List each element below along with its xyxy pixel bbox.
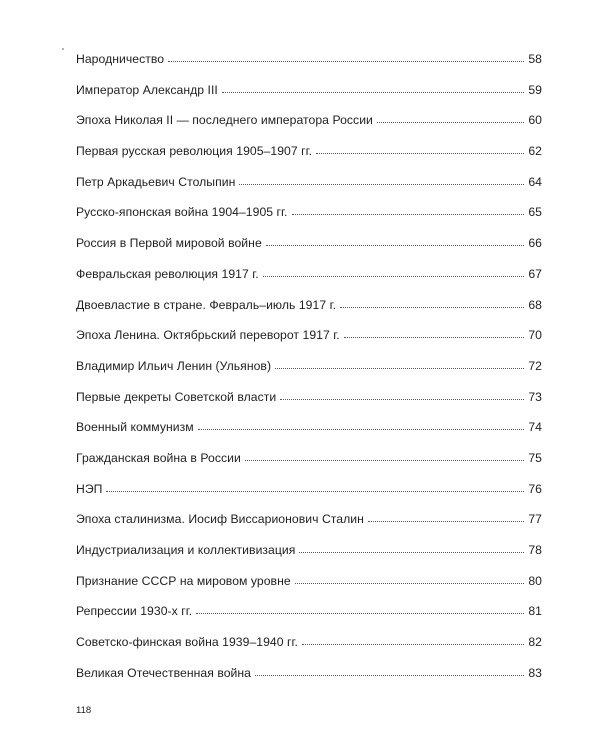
dot-leader — [280, 398, 524, 400]
dot-leader — [295, 582, 525, 584]
toc-entry-page: 68 — [528, 297, 542, 312]
toc-entry[interactable] — [76, 390, 542, 421]
toc-entry-title: Репрессии 1930-х гг. — [76, 604, 193, 619]
toc-entry-title: Гражданская война в России — [76, 450, 241, 465]
dot-leader — [106, 490, 524, 492]
dot-leader — [292, 213, 525, 215]
toc-entry[interactable] — [76, 328, 542, 359]
toc-entry-page: 78 — [528, 543, 542, 557]
dot-leader — [168, 60, 524, 62]
toc-entry-title: Эпоха Николая II — последнего императора России — [76, 113, 373, 128]
toc-entry[interactable] — [76, 236, 542, 267]
toc-entry[interactable] — [76, 298, 542, 329]
toc-entry[interactable] — [76, 267, 542, 298]
toc-entry-title: Владимир Ильич Ленин (Ульянов) — [76, 358, 272, 373]
dot-leader — [263, 275, 525, 277]
toc-entry[interactable] — [76, 574, 542, 605]
toc-entry[interactable] — [76, 512, 542, 543]
dot-leader — [316, 152, 524, 154]
toc-entry-title: Признание СССР на мировом уровне — [76, 573, 291, 588]
toc-entry-page: 64 — [528, 174, 542, 189]
toc-entry-page: 80 — [528, 573, 542, 588]
toc-entry[interactable] — [76, 420, 542, 451]
toc-entry-title: Советско-финская война 1939–1940 гг. — [76, 635, 298, 650]
toc-entry-title: НЭП — [76, 481, 103, 496]
toc-entry-title: Эпоха Ленина. Октябрьский переворот 1917 г. — [76, 328, 340, 343]
toc-entry[interactable] — [76, 175, 542, 206]
toc-entry-title: Народничество — [76, 52, 165, 66]
dot-leader — [275, 367, 524, 369]
toc-entry[interactable] — [76, 635, 542, 666]
dot-leader — [255, 674, 524, 676]
toc-entry-page: 76 — [528, 481, 542, 496]
toc-entry-title: Февральская революция 1917 г. — [76, 266, 259, 281]
toc-entry-title: Двоевластие в стране. Февраль–июль 1917 г. — [76, 297, 337, 312]
toc-entry-title: Первые декреты Советской власти — [76, 389, 277, 404]
toc-entry-title: Русско-японская война 1904–1905 гг. — [76, 205, 288, 220]
page-number: 118 — [76, 705, 92, 716]
toc-entry-page: 59 — [528, 82, 542, 97]
toc-entry-title: Военный коммунизм — [76, 420, 194, 435]
toc-entry[interactable] — [76, 482, 542, 513]
dot-leader — [340, 306, 524, 308]
toc-entry[interactable] — [76, 113, 542, 144]
toc-entry[interactable] — [76, 205, 542, 236]
toc-entry[interactable] — [76, 451, 542, 482]
toc-entry-page: 67 — [528, 266, 542, 281]
toc-entry[interactable] — [76, 144, 542, 175]
toc-entry-page: 77 — [528, 512, 542, 527]
toc-entry[interactable] — [76, 543, 542, 574]
toc-entry-page: 66 — [528, 236, 542, 251]
toc-entry-title: Первая русская революция 1905–1907 гг. — [76, 144, 313, 159]
toc-entry-page: 65 — [528, 205, 542, 220]
dot-leader — [222, 91, 524, 93]
dot-leader — [198, 428, 525, 430]
toc-entry-page: 75 — [528, 450, 542, 465]
toc-entry-title: Великая Отечественная война — [76, 665, 252, 680]
toc-entry-title: Петр Аркадьевич Столыпин — [76, 174, 236, 189]
toc-entry[interactable] — [76, 666, 542, 697]
toc-entry-page: 70 — [528, 328, 542, 343]
toc-entry-title: Россия в Первой мировой войне — [76, 236, 262, 251]
toc-entry-page: 83 — [528, 665, 542, 680]
dot-leader — [299, 551, 524, 553]
dot-leader — [245, 459, 524, 461]
toc-entry[interactable] — [76, 83, 542, 114]
dot-leader — [377, 121, 524, 123]
toc-entry-page: 73 — [528, 389, 542, 404]
toc-entry-page: 74 — [528, 420, 542, 435]
toc-entry-title: Император Александр III — [76, 82, 218, 97]
scan-mark — [62, 48, 64, 50]
toc-entry-page: 58 — [528, 52, 542, 66]
toc-entry-page: 81 — [528, 604, 542, 619]
toc-entry-page: 72 — [528, 358, 542, 373]
dot-leader — [344, 336, 525, 338]
dot-leader — [239, 183, 524, 185]
toc-entry-page: 62 — [528, 144, 542, 159]
toc-entry-title: Индустриализация и коллективизация — [76, 543, 296, 557]
toc-entry-page: 60 — [528, 113, 542, 128]
dot-leader — [368, 520, 524, 522]
toc-entry-title: Эпоха сталинизма. Иосиф Виссарионович Сталин — [76, 512, 364, 527]
toc-entry[interactable] — [76, 52, 542, 83]
toc-entry[interactable] — [76, 604, 542, 635]
dot-leader — [302, 643, 524, 645]
toc-entry-page: 82 — [528, 635, 542, 650]
dot-leader — [196, 612, 524, 614]
dot-leader — [266, 244, 525, 246]
table-of-contents — [76, 52, 542, 696]
toc-entry[interactable] — [76, 359, 542, 390]
